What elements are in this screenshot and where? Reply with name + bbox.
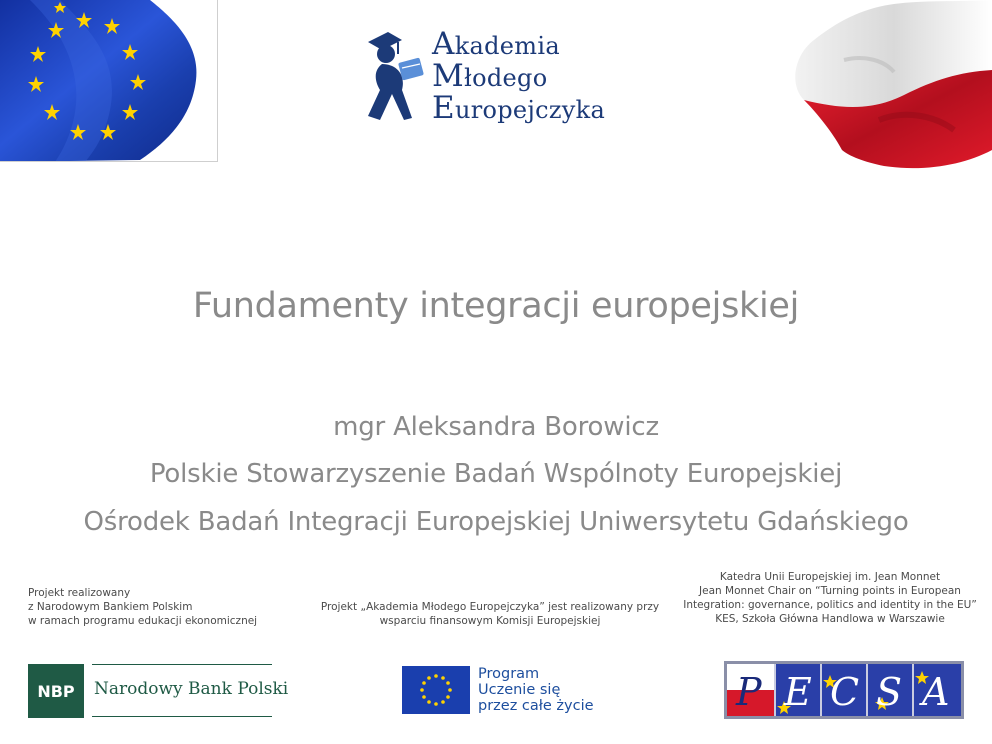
polish-flag-icon [784,0,992,172]
logo-line-2-rest: łodego [464,64,548,92]
program-logo-text [478,666,594,714]
graduate-mascot-icon [362,24,428,124]
logo-line-3-rest: uropejczyka [454,96,606,124]
pecsa-letter-c: C [830,670,860,714]
author-name: mgr Aleksandra Borowicz [333,412,659,442]
nbp-logo-rule-top [92,664,272,665]
eu-flag-image [0,0,218,162]
jm-note-line: Integration: governance, politics and identity in the EU” [683,599,977,611]
pecsa-logo [724,661,964,719]
logo-line-1: Akademia [432,26,560,62]
logo-line-1-rest: kademia [454,32,560,60]
pecsa-letter-s: S [876,670,903,714]
pecsa-puzzle-icon [724,661,964,719]
eu-flag-small-icon [402,666,470,714]
jm-note-line: KES, Szkoła Główna Handlowa w Warszawie [715,613,945,625]
pecsa-letter-p: P [736,670,762,714]
ec-note-line: wsparciu finansowym Komisji Europejskiej [379,615,601,627]
nbp-logo [28,664,289,718]
logo-line-2: Młodego [432,58,548,94]
ec-note-line: Projekt „Akademia Młodego Europejczyka” jest realizowany przy [320,601,660,613]
jm-note-line: Jean Monnet Chair on “Turning points in European [699,585,961,597]
lifelong-learning-program-logo [402,666,602,718]
nbp-note-line: w ramach programu edukacji ekonomicznej [28,615,258,627]
akademia-logo [362,24,642,128]
pecsa-letter-a: A [922,670,950,714]
ec-funding-note [312,600,668,628]
jm-note-line: Katedra Unii Europejskiej im. Jean Monnet [719,571,941,583]
author-affiliation-1: Polskie Stowarzyszenie Badań Wspólnoty Europejskiej [149,459,843,489]
author-affiliation-2: Ośrodek Badań Integracji Europejskiej Uniwersytetu Gdańskiego [83,507,909,537]
program-logo-line: przez całe życie [478,698,594,714]
nbp-note-line: Projekt realizowany [28,587,131,599]
nbp-project-note [28,586,288,628]
eu-flag-icon [0,0,218,162]
nbp-logo-abbr: NBP [28,664,84,718]
program-logo-line: Uczenie się [478,682,561,698]
jean-monnet-note [680,570,980,626]
logo-line-3: Europejczyka [432,90,606,126]
pecsa-letter-e: E [784,670,812,714]
nbp-logo-name: Narodowy Bank Polski [94,679,289,699]
polish-flag-image [784,0,992,172]
presentation-title: Fundamenty integracji europejskiej [192,286,800,326]
nbp-logo-rule-bottom [92,716,272,717]
nbp-note-line: z Narodowym Bankiem Polskim [28,601,193,613]
program-logo-line: Program [478,666,540,682]
